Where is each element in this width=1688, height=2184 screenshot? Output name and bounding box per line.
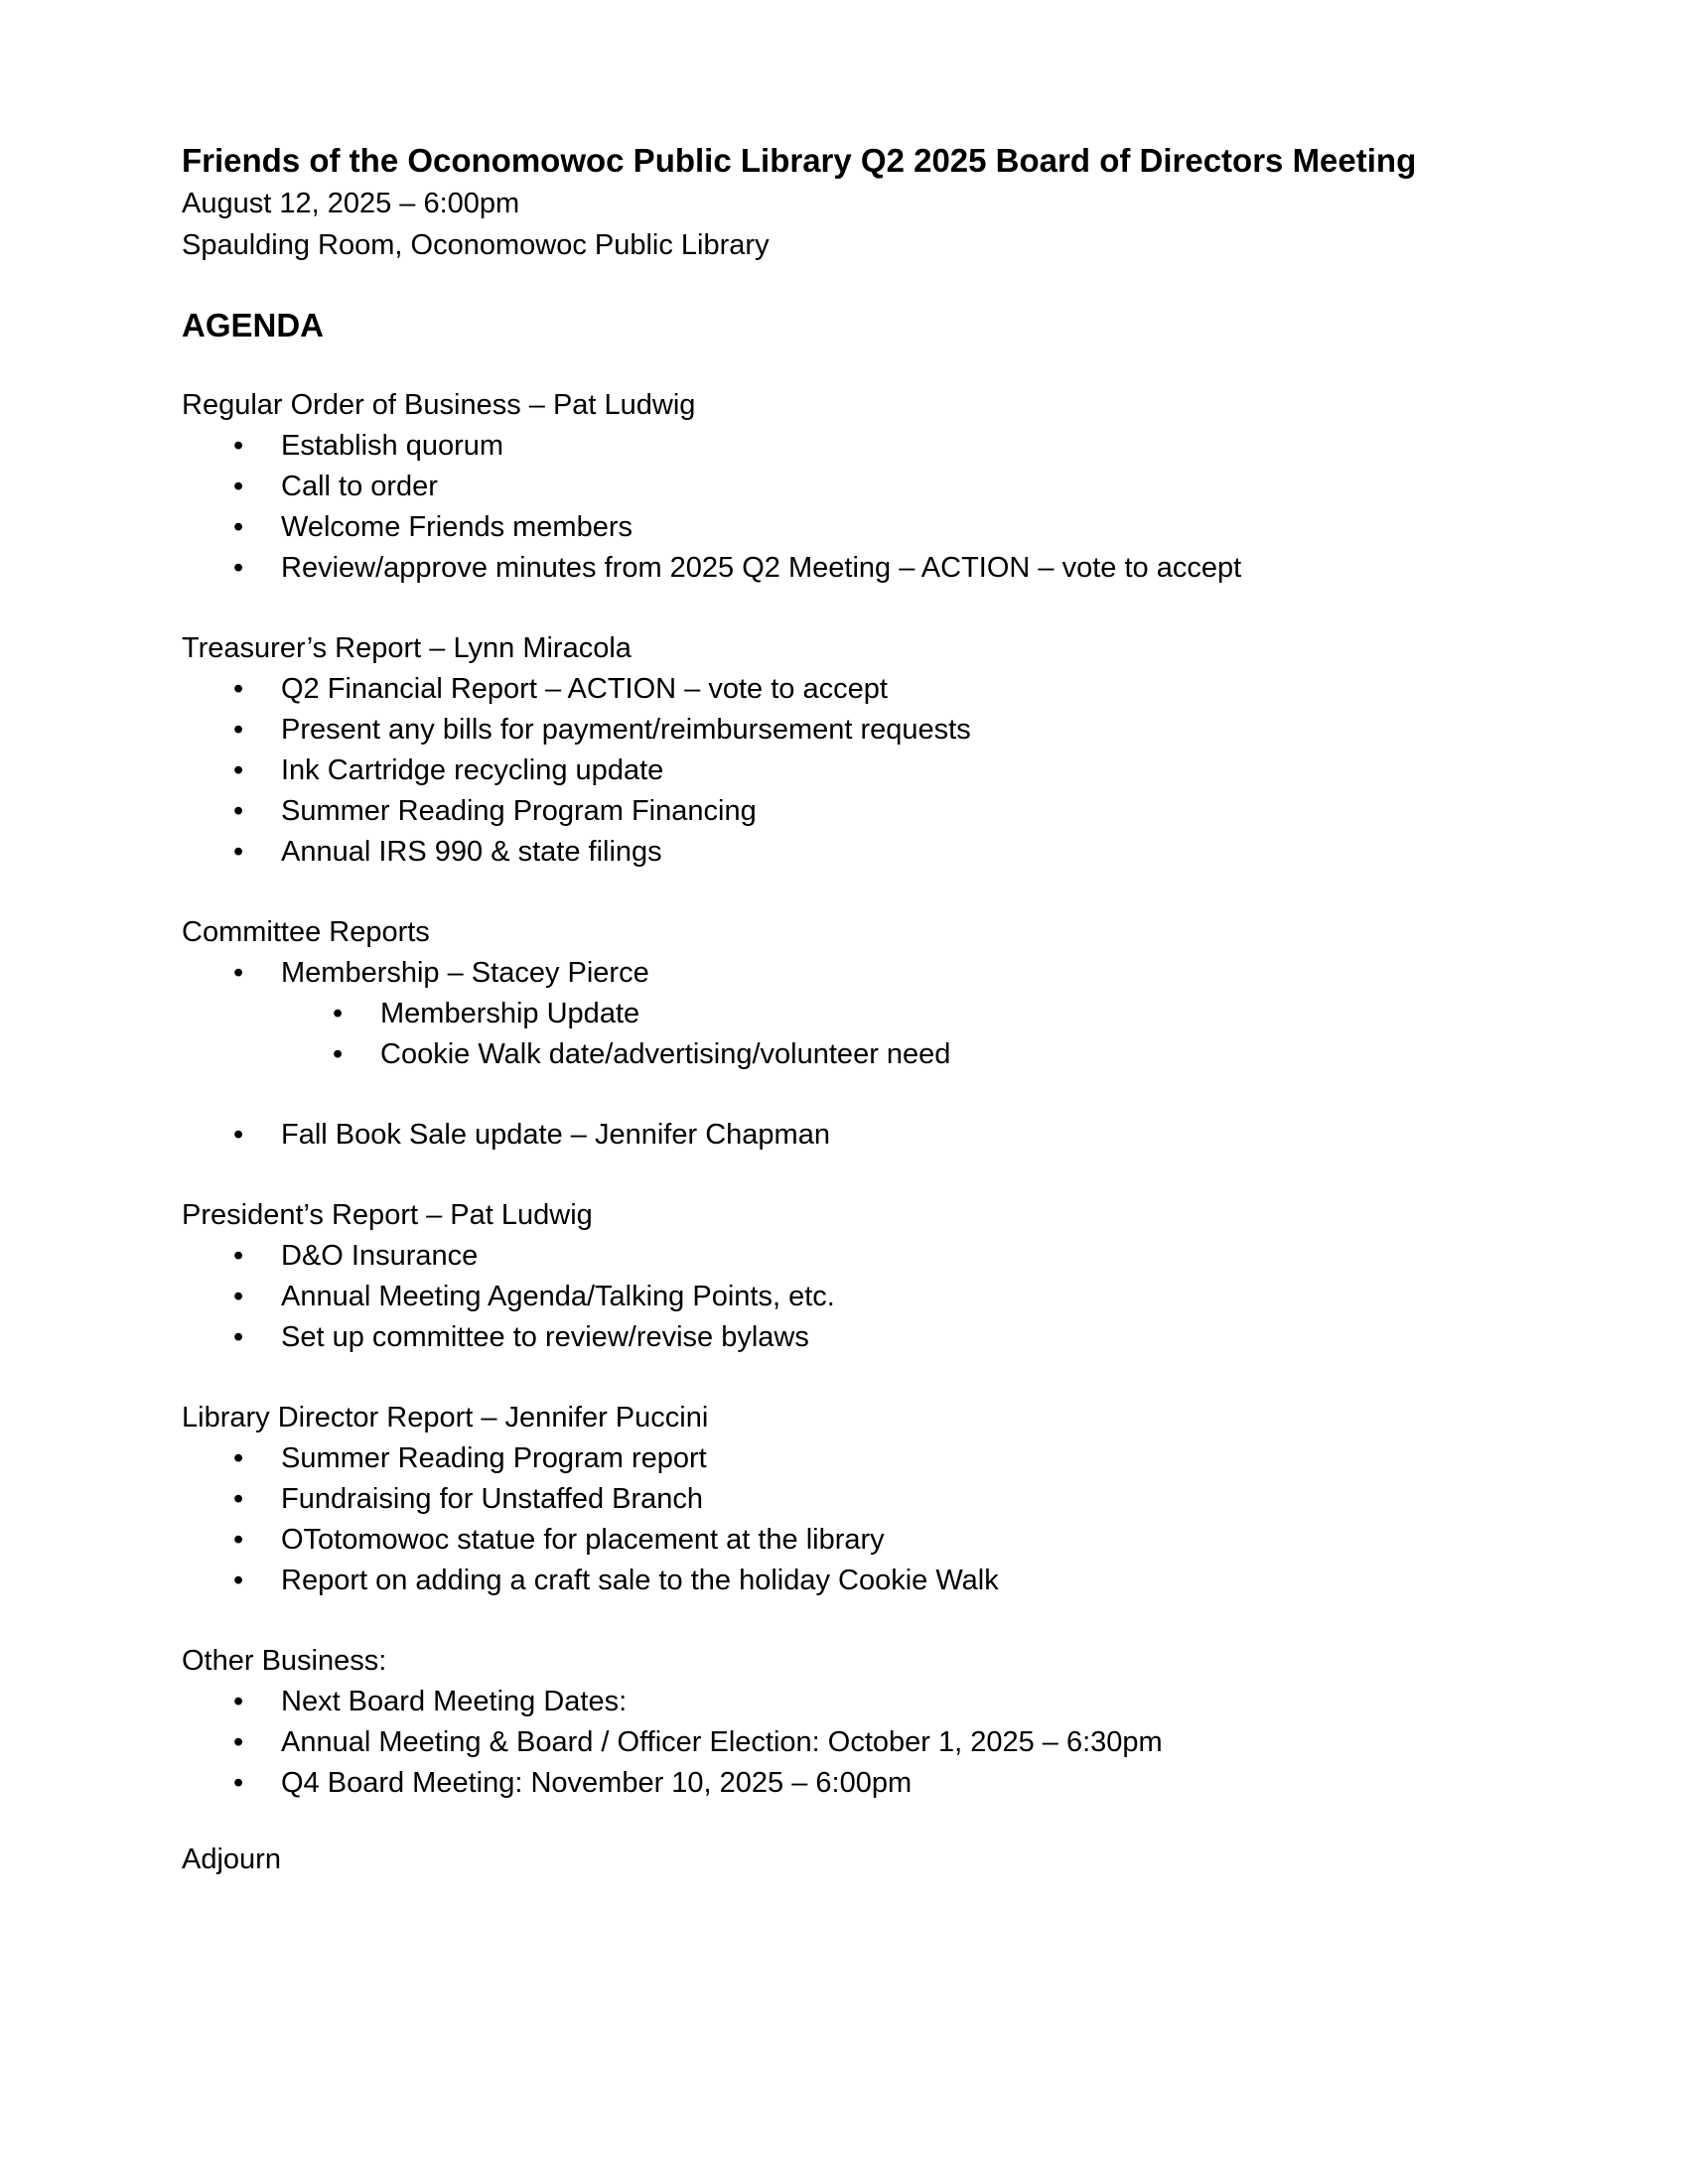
list-item-membership xyxy=(182,953,1532,994)
list-item: • Annual IRS 990 & state filings xyxy=(182,832,1532,873)
list-item: • Review/approve minutes from 2025 Q2 Meeting – ACTION – vote to accept xyxy=(182,548,1532,589)
item-list xyxy=(182,426,1532,589)
list-item: • Q4 Board Meeting: November 10, 2025 – 6:00pm xyxy=(182,1763,1532,1804)
list-item: • D&O Insurance xyxy=(182,1236,1532,1277)
list-item: • Set up committee to review/revise bylaws xyxy=(182,1317,1532,1358)
agenda-heading: AGENDA xyxy=(182,307,325,343)
list-item: • Next Board Meeting Dates: xyxy=(182,1682,1532,1722)
meeting-date-time: August 12, 2025 – 6:00pm xyxy=(182,188,520,219)
section-title: Committee Reports xyxy=(182,916,430,948)
section-director-report xyxy=(182,1398,1532,1601)
agenda-document xyxy=(182,139,1532,1880)
list-item: • Summer Reading Program Financing xyxy=(182,791,1532,832)
membership-label: Membership – Stacey Pierce xyxy=(281,957,649,989)
list-item: • OTotomowoc statue for placement at the library xyxy=(182,1520,1532,1561)
item-list xyxy=(182,1682,1532,1804)
list-item: • Present any bills for payment/reimbursement requests xyxy=(182,710,1532,751)
list-item: • Fundraising for Unstaffed Branch xyxy=(182,1479,1532,1520)
section-treasurer-report xyxy=(182,628,1532,873)
item-list xyxy=(182,669,1532,873)
list-item: • Welcome Friends members xyxy=(182,507,1532,548)
item-list xyxy=(182,1236,1532,1358)
section-title: Library Director Report – Jennifer Puccini xyxy=(182,1402,709,1433)
list-item-book-sale: • Fall Book Sale update – Jennifer Chapman xyxy=(182,1115,1532,1156)
list-item: • Call to order xyxy=(182,467,1532,507)
list-item: • Ink Cartridge recycling update xyxy=(182,751,1532,791)
item-list xyxy=(182,1115,1532,1156)
list-item: • Establish quorum xyxy=(182,426,1532,467)
sub-item-list xyxy=(182,994,1532,1075)
section-president-report xyxy=(182,1195,1532,1358)
section-title: Treasurer’s Report – Lynn Miracola xyxy=(182,632,632,664)
document-title: Friends of the Oconomowoc Public Library Q2 2025 Board of Directors Meeting xyxy=(182,142,1417,179)
section-title: President’s Report – Pat Ludwig xyxy=(182,1199,593,1231)
meeting-location: Spaulding Room, Oconomowoc Public Library xyxy=(182,229,770,261)
sub-list-item: • Cookie Walk date/advertising/volunteer need xyxy=(182,1034,1532,1075)
list-item: • Summer Reading Program report xyxy=(182,1438,1532,1479)
section-other-business xyxy=(182,1641,1532,1804)
list-item: • Q2 Financial Report – ACTION – vote to accept xyxy=(182,669,1532,710)
section-committee-reports xyxy=(182,912,1532,1156)
adjourn-text: Adjourn xyxy=(182,1843,281,1875)
section-title: Other Business: xyxy=(182,1645,387,1677)
list-item: • Annual Meeting & Board / Officer Election: October 1, 2025 – 6:30pm xyxy=(182,1722,1532,1763)
item-list xyxy=(182,1438,1532,1601)
section-title: Regular Order of Business – Pat Ludwig xyxy=(182,389,696,421)
section-regular-order xyxy=(182,385,1532,589)
list-item: • Annual Meeting Agenda/Talking Points, etc. xyxy=(182,1277,1532,1317)
item-list xyxy=(182,953,1532,994)
list-item: • Report on adding a craft sale to the holiday Cookie Walk xyxy=(182,1561,1532,1601)
sub-list-item: • Membership Update xyxy=(182,994,1532,1034)
